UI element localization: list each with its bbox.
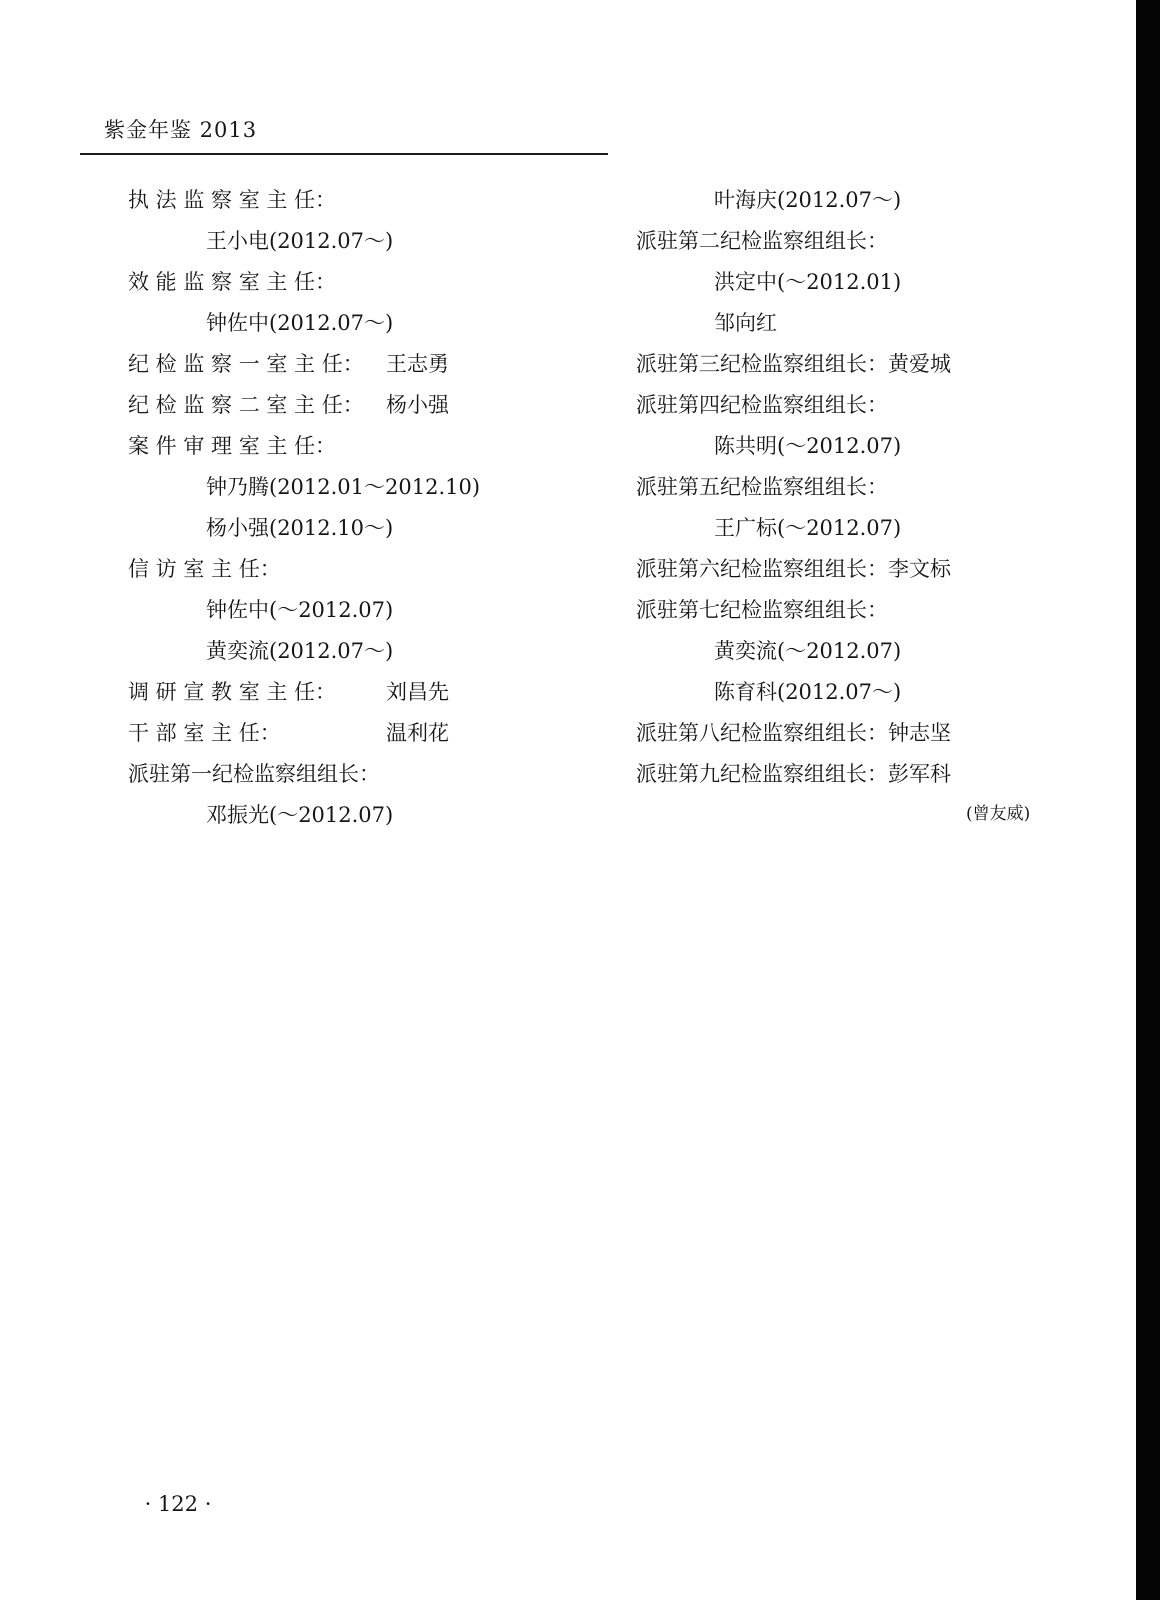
dispatched-group-2-leader-name-2: 邹向红 [714,311,777,335]
efficiency-office-director-name: 钟佐中(2012.07～) [206,311,394,335]
cadre-office-name: 温利花 [386,721,449,745]
research-education-office-name: 刘昌先 [386,680,449,704]
author-attribution: (曾友威) [966,804,1031,824]
case-review-office-director-label: 案 件 审 理 室 主 任： [128,434,337,458]
page-number: · 122 · [144,1492,212,1516]
dispatched-group-6-leader: 派驻第六纪检监察组组长：李文标 [636,557,951,581]
dispatched-group-2-leader-name-1: 洪定中(～2012.01) [714,270,902,294]
discipline-office-1-director [128,344,449,384]
petition-office-director-name-2: 黄奕流(2012.07～) [206,639,394,663]
discipline-office-1-label: 纪 检 监 察 一 室 主 任： [128,352,364,376]
cadre-office-director [128,713,449,753]
discipline-office-1-name: 王志勇 [386,352,449,376]
dispatched-group-4-leader-name: 陈共明(～2012.07) [714,434,902,458]
dispatched-group-7-leader-name-2: 陈育科(2012.07～) [714,680,902,704]
dispatched-group-2-leader-label: 派驻第二纪检监察组组长： [636,229,888,253]
dispatched-group-3-leader: 派驻第三纪检监察组组长：黄爱城 [636,352,951,376]
running-header: 紫金年鉴 2013 [104,118,258,142]
research-education-office-label: 调 研 宣 教 室 主 任： [128,680,337,704]
discipline-office-2-name: 杨小强 [386,393,449,417]
law-enforcement-office-director-label: 执 法 监 察 室 主 任： [128,188,337,212]
dispatched-group-5-leader-name: 王广标(～2012.07) [714,516,902,540]
dispatched-group-1-leader-name-2: 叶海庆(2012.07～) [714,188,902,212]
scan-edge [1136,0,1160,1600]
dispatched-group-1-leader-name: 邓振光(～2012.07) [206,803,394,827]
dispatched-group-7-leader-name-1: 黄奕流(～2012.07) [714,639,902,663]
petition-office-director-label: 信 访 室 主 任： [128,557,281,581]
case-review-office-director-name-2: 杨小强(2012.10～) [206,516,394,540]
header-rule [80,153,608,155]
case-review-office-director-name-1: 钟乃腾(2012.01～2012.10) [206,475,481,499]
discipline-office-2-director [128,385,449,425]
dispatched-group-5-leader-label: 派驻第五纪检监察组组长： [636,475,888,499]
discipline-office-2-label: 纪 检 监 察 二 室 主 任： [128,393,364,417]
dispatched-group-1-leader-label: 派驻第一纪检监察组组长： [128,762,380,786]
cadre-office-label: 干 部 室 主 任： [128,721,281,745]
dispatched-group-8-leader: 派驻第八纪检监察组组长：钟志坚 [636,721,951,745]
law-enforcement-office-director-name: 王小电(2012.07～) [206,229,394,253]
dispatched-group-9-leader: 派驻第九纪检监察组组长：彭军科 [636,762,951,786]
dispatched-group-7-leader-label: 派驻第七纪检监察组组长： [636,598,888,622]
dispatched-group-4-leader-label: 派驻第四纪检监察组组长： [636,393,888,417]
petition-office-director-name-1: 钟佐中(～2012.07) [206,598,394,622]
efficiency-office-director-label: 效 能 监 察 室 主 任： [128,270,337,294]
research-education-office-director [128,672,449,712]
